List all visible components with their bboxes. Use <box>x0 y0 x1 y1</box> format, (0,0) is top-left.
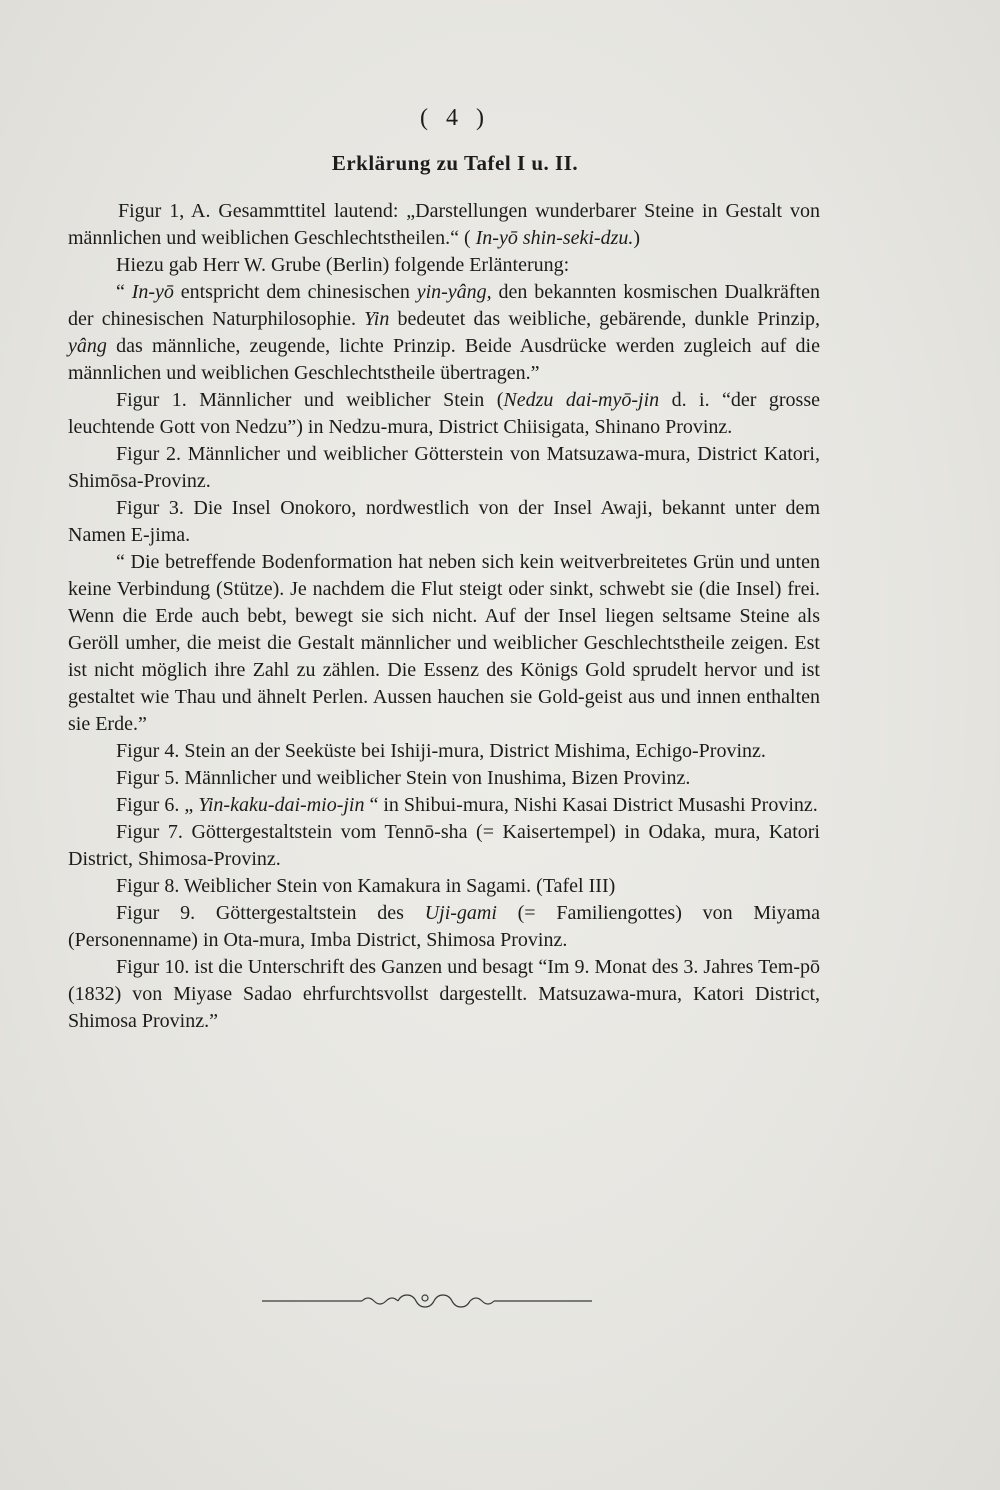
paragraph-grube-quote: “ In-yō entspricht dem chinesischen yin-yâng, den bekannten kosmischen Dualkräften der chinesischen Naturphilosophie. Yin bedeutet das weibliche, gebärende, dunkle Prinzip, yâng das männliche, zeugende, lichte Prinzip. Beide Ausdrücke werden zugleich auf die männlichen und weiblichen Geschlechtstheile übertragen.” <box>68 281 820 384</box>
paragraph-figur-3: Figur 3. Die Insel Onokoro, nordwestlich von der Insel Awaji, bekannt unter dem Namen E-jima. <box>68 497 820 546</box>
paragraph-figur-2: Figur 2. Männlicher und weiblicher Götterstein von Matsuzawa-mura, District Katori, Shimōsa-Provinz. <box>68 443 820 492</box>
page-heading: Erklärung zu Tafel I u. II. <box>331 151 579 175</box>
paragraph-figur-10: Figur 10. ist die Unterschrift des Ganzen und besagt “Im 9. Monat des 3. Jahres Tem-pō (1832) von Miyase Sadao ehrfurchtsvollst dargestellt. Matsuzawa-mura, Katori District, Shimosa Provinz.” <box>68 956 820 1032</box>
paragraph-figur-1a: Figur 1, A. Gesammttitel lautend: „Darstellungen wunderbarer Steine in Gestalt von männlichen und weiblichen Geschlechtstheilen.“ ( In-yō shin-seki-dzu.) <box>68 200 820 249</box>
paragraph-onokoro-quote: “ Die betreffende Bodenformation hat neben sich kein weitverbreitetes Grün und unten keine Verbindung (Stütze). Je nachdem die Flut steigt oder sinkt, schwebt sie (die Insel) frei. Wenn die Erde auch bebt, bewegt sie sich nicht. Auf der Insel liegen seltsame Steine als Geröll umher, die meist die Gestalt männlicher und weiblicher Geschlechtstheile zeigen. Est ist nicht möglich ihre Zahl zu zählen. Die Essenz des Königs Gold sprudelt hervor und ist gestaltet wie Thau und ähnelt Perlen. Aussen hauchen sie Gold-geist aus und innen enthalten sie Erde.” <box>68 551 820 735</box>
decorative-ornament <box>262 1286 592 1316</box>
paragraph-figur-8: Figur 8. Weiblicher Stein von Kamakura in Sagami. (Tafel III) <box>116 875 616 897</box>
paragraph-figur-1: Figur 1. Männlicher und weiblicher Stein (Nedzu dai-myō-jin d. i. “der grosse leuchtende Gott von Nedzu”) in Nedzu-mura, District Chiisigata, Shinano Provinz. <box>68 389 820 438</box>
paragraph-figur-5: Figur 5. Männlicher und weiblicher Stein von Inushima, Bizen Provinz. <box>116 767 691 789</box>
ornament-flourish-icon <box>262 1286 592 1316</box>
paragraph-figur-9: Figur 9. Göttergestaltstein des Uji-gami (= Familiengottes) von Miyama (Personenname) in Ota-mura, Imba District, Shimosa Provinz. <box>68 902 820 951</box>
paragraph-figur-4: Figur 4. Stein an der Seeküste bei Ishiji-mura, District Mishima, Echigo-Provinz. <box>116 740 766 762</box>
body-text <box>68 198 820 1035</box>
paragraph-figur-7: Figur 7. Göttergestaltstein vom Tennō-sha (= Kaisertempel) in Odaka, mura, Katori District, Shimosa-Provinz. <box>68 821 820 870</box>
paragraph-figur-6: Figur 6. „ Yin-kaku-dai-mio-jin “ in Shibui-mura, Nishi Kasai District Musashi Provinz. <box>116 794 818 816</box>
paragraph-grube-intro: Hiezu gab Herr W. Grube (Berlin) folgende Erlänterung: <box>116 254 570 276</box>
page-number: ( 4 ) <box>420 105 490 131</box>
